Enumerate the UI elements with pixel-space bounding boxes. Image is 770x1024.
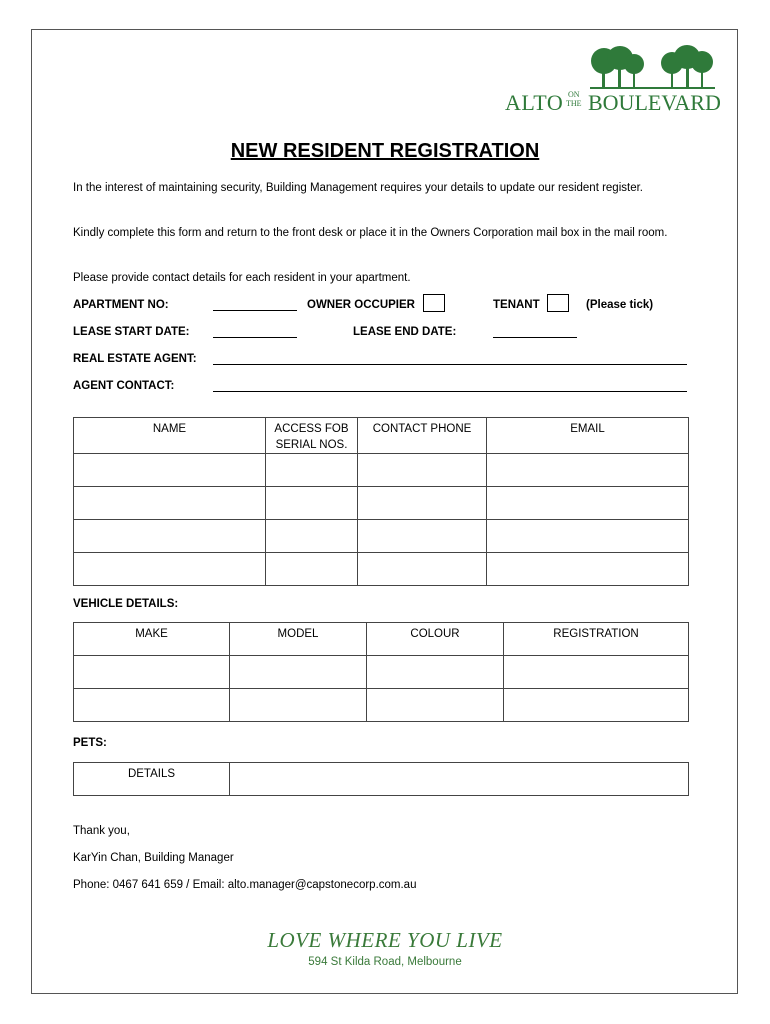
logo: [505, 44, 720, 116]
table-cell[interactable]: [74, 454, 266, 487]
table-row: [74, 454, 689, 487]
header-registration: REGISTRATION: [504, 623, 689, 656]
table-cell[interactable]: [230, 689, 367, 722]
table-row: [74, 520, 689, 553]
page-title: NEW RESIDENT REGISTRATION: [230, 140, 540, 162]
pets-details-field[interactable]: [230, 763, 689, 796]
logo-word-alto: ALTO: [505, 90, 564, 115]
apartment-no-label: APARTMENT NO:: [73, 299, 169, 311]
table-cell[interactable]: [230, 656, 367, 689]
logo-word-on: ON: [568, 90, 580, 99]
table-header-row: [74, 418, 689, 454]
header-name: NAME: [74, 418, 266, 454]
table-cell[interactable]: [266, 487, 358, 520]
table-cell[interactable]: [487, 487, 689, 520]
header-email: EMAIL: [487, 418, 689, 454]
table-cell[interactable]: [504, 656, 689, 689]
table-cell[interactable]: [74, 656, 230, 689]
table-cell[interactable]: [358, 553, 487, 586]
table-row: [74, 656, 689, 689]
intro-paragraph-3: Please provide contact details for each resident in your apartment.: [73, 272, 411, 284]
table-cell[interactable]: [487, 520, 689, 553]
table-cell[interactable]: [358, 454, 487, 487]
table-row: [74, 487, 689, 520]
table-cell[interactable]: [74, 487, 266, 520]
table-cell[interactable]: [487, 454, 689, 487]
table-row: [74, 763, 689, 796]
table-cell[interactable]: [74, 689, 230, 722]
lease-start-label: LEASE START DATE:: [73, 326, 190, 338]
table-cell[interactable]: [74, 520, 266, 553]
lease-end-label: LEASE END DATE:: [353, 326, 457, 338]
closing-contact: Phone: 0467 641 659 / Email: alto.manager@capstonecorp.com.au: [73, 879, 417, 891]
tenant-checkbox[interactable]: [547, 294, 569, 312]
intro-paragraph-2: Kindly complete this form and return to the front desk or place it in the Owners Corporation mail box in the mail room.: [73, 227, 668, 239]
table-cell[interactable]: [367, 656, 504, 689]
table-cell[interactable]: [504, 689, 689, 722]
owner-occupier-label: OWNER OCCUPIER: [307, 299, 415, 311]
residents-table: [73, 417, 689, 586]
agent-contact-field[interactable]: [213, 381, 687, 392]
pets-table: [73, 762, 689, 796]
closing-thanks: Thank you,: [73, 825, 130, 837]
please-tick-note: (Please tick): [586, 299, 654, 311]
vehicle-table: [73, 622, 689, 722]
apartment-no-field[interactable]: [213, 300, 297, 311]
table-cell[interactable]: [487, 553, 689, 586]
footer-address: 594 St Kilda Road, Melbourne: [308, 956, 462, 968]
table-row: [74, 553, 689, 586]
footer-tagline: LOVE WHERE YOU LIVE: [267, 928, 503, 952]
logo-word-the: THE: [566, 99, 582, 108]
pets-heading: PETS:: [73, 737, 107, 749]
table-header-row: [74, 623, 689, 656]
table-cell[interactable]: [358, 520, 487, 553]
real-estate-agent-field[interactable]: [213, 354, 687, 365]
table-cell[interactable]: [266, 553, 358, 586]
header-make: MAKE: [74, 623, 230, 656]
table-cell[interactable]: [266, 454, 358, 487]
trees-icon: [590, 44, 715, 90]
lease-end-field[interactable]: [493, 327, 577, 338]
header-access-fob: ACCESS FOB SERIAL NOS.: [266, 418, 358, 454]
table-cell[interactable]: [367, 689, 504, 722]
vehicle-details-heading: VEHICLE DETAILS:: [73, 598, 179, 610]
agent-contact-label: AGENT CONTACT:: [73, 380, 175, 392]
header-colour: COLOUR: [367, 623, 504, 656]
real-estate-agent-label: REAL ESTATE AGENT:: [73, 353, 197, 365]
lease-start-field[interactable]: [213, 327, 297, 338]
intro-paragraph-1: In the interest of maintaining security, Building Management requires your details to update our resident register.: [73, 182, 643, 194]
owner-occupier-checkbox[interactable]: [423, 294, 445, 312]
table-cell[interactable]: [358, 487, 487, 520]
closing-signoff: KarYin Chan, Building Manager: [73, 852, 234, 864]
logo-word-boulevard: BOULEVARD: [588, 90, 721, 115]
table-row: [74, 689, 689, 722]
pets-details-label: DETAILS: [74, 763, 230, 796]
header-model: MODEL: [230, 623, 367, 656]
tenant-label: TENANT: [493, 299, 540, 311]
table-cell[interactable]: [266, 520, 358, 553]
table-cell[interactable]: [74, 553, 266, 586]
header-contact-phone: CONTACT PHONE: [358, 418, 487, 454]
